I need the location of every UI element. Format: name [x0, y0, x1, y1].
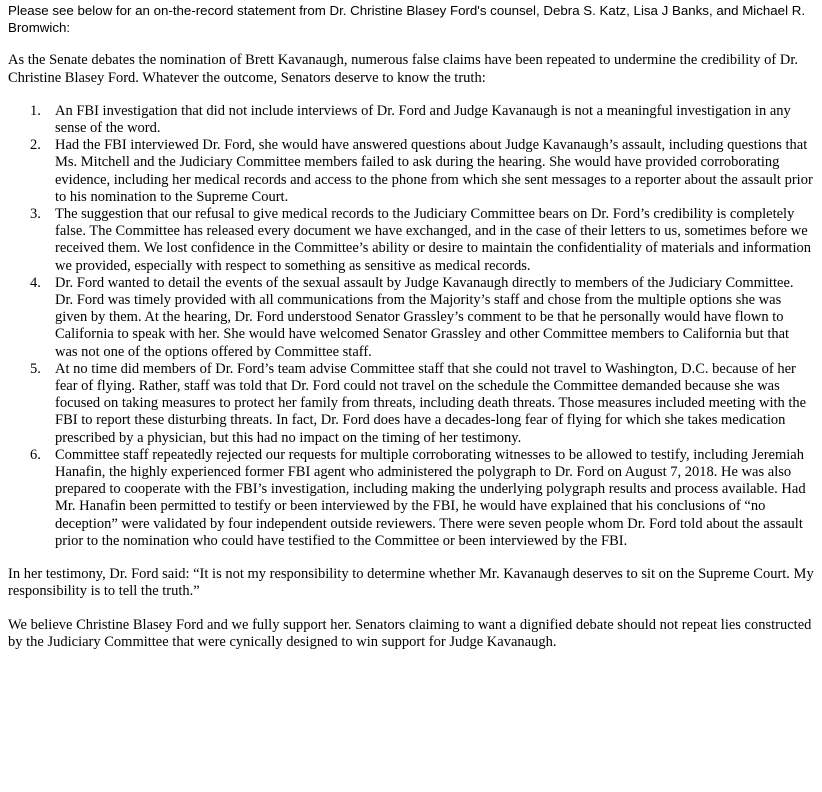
list-item-number: 6.	[30, 446, 41, 463]
list-item-text: Had the FBI interviewed Dr. Ford, she would have answered questions about Judge Kavanaugh’s assault, including questions that Ms. Mitchell and the Judiciary Committee members failed to ask during the hearing. She would have provided corroborating evidence, including her medical records and access to the phone from which she sent messages to a reporter about the assault prior to his nomination to the Supreme Court.	[55, 137, 813, 205]
list-item	[8, 137, 814, 206]
closing-paragraph: We believe Christine Blasey Ford and we fully support her. Senators claiming to want a dignified debate should not repeat lies constructed by the Judiciary Committee that were cynically designed to win support for Judge Kavanaugh.	[8, 616, 812, 650]
opening-paragraph: As the Senate debates the nomination of Brett Kavanaugh, numerous false claims have been repeated to undermine the credibility of Dr. Christine Blasey Ford. Whatever the outcome, Senators deserve to know the truth:	[8, 52, 798, 86]
testimony-paragraph: In her testimony, Dr. Ford said: “It is not my responsibility to determine whether Mr. Kavanaugh deserves to sit on the Supreme Court. My responsibility is to tell the truth.”	[8, 566, 814, 600]
numbered-points-list	[8, 103, 814, 550]
intro-line: Please see below for an on-the-record statement from Dr. Christine Blasey Ford's counsel, Debra S. Katz, Lisa J Banks, and Michael R. Bromwich:	[8, 3, 806, 36]
list-item-number: 2.	[30, 137, 41, 154]
list-item-text: At no time did members of Dr. Ford’s team advise Committee staff that she could not travel to Washington, D.C. because of her fear of flying. Rather, staff was told that Dr. Ford could not travel on the schedule the Committee demanded because she was focused on taking measures to protect her family from threats, including death threats. Those measures included meeting with the FBI to report these disturbing threats. In fact, Dr. Ford does have a decades-long fear of flying for which she takes medication prescribed by a physician, but this had no impact on the timing of her testimony.	[55, 360, 807, 446]
list-item-text: Committee staff repeatedly rejected our requests for multiple corroborating witnesses to be allowed to testify, including Jeremiah Hanafin, the highly experienced former FBI agent who administered the polygraph to Dr. Ford on August 7, 2018. He was also prepared to cooperate with the FBI’s investigation, including making the underlying polygraph results and process available. Had Mr. Hanafin been permitted to testify or been interviewed by the FBI, he would have explained that his conclusions of “no deception” were validated by four independent outside reviewers. There were seven people whom Dr. Ford told about the assault prior to the nomination who could have testified to the Committee or been interviewed by the FBI.	[55, 446, 806, 549]
list-item-number: 3.	[30, 206, 41, 223]
list-item-number: 1.	[30, 102, 41, 119]
list-item	[8, 103, 814, 137]
list-item-number: 4.	[30, 274, 41, 291]
list-item	[8, 361, 814, 447]
list-item	[8, 447, 814, 550]
list-item	[8, 206, 814, 275]
list-item-text: An FBI investigation that did not include interviews of Dr. Ford and Judge Kavanaugh is not a meaningful investigation in any sense of the word.	[55, 102, 791, 137]
list-item-number: 5.	[30, 360, 41, 377]
list-item-text: The suggestion that our refusal to give medical records to the Judiciary Committee bears on Dr. Ford’s credibility is completely false. The Committee has released every document we have exchanged, and in the case of their letters to us, sometimes before we received them. We lost confidence in the Committee’s ability or desire to maintain the confidentiality of materials and information we provided, especially with respect to something as sensitive as medical records.	[55, 206, 811, 274]
list-item	[8, 275, 814, 361]
list-item-text: Dr. Ford wanted to detail the events of the sexual assault by Judge Kavanaugh directly to members of the Judiciary Committee. Dr. Ford was timely provided with all communications from the Majority’s staff and chose from the multiple options she was given by them. At the hearing, Dr. Ford understood Senator Grassley’s comment to be that he personally would have flown to California to speak with her. She would have welcomed Senator Grassley and other Committee members to California but that was not one of the options offered by Committee staff.	[55, 274, 794, 360]
